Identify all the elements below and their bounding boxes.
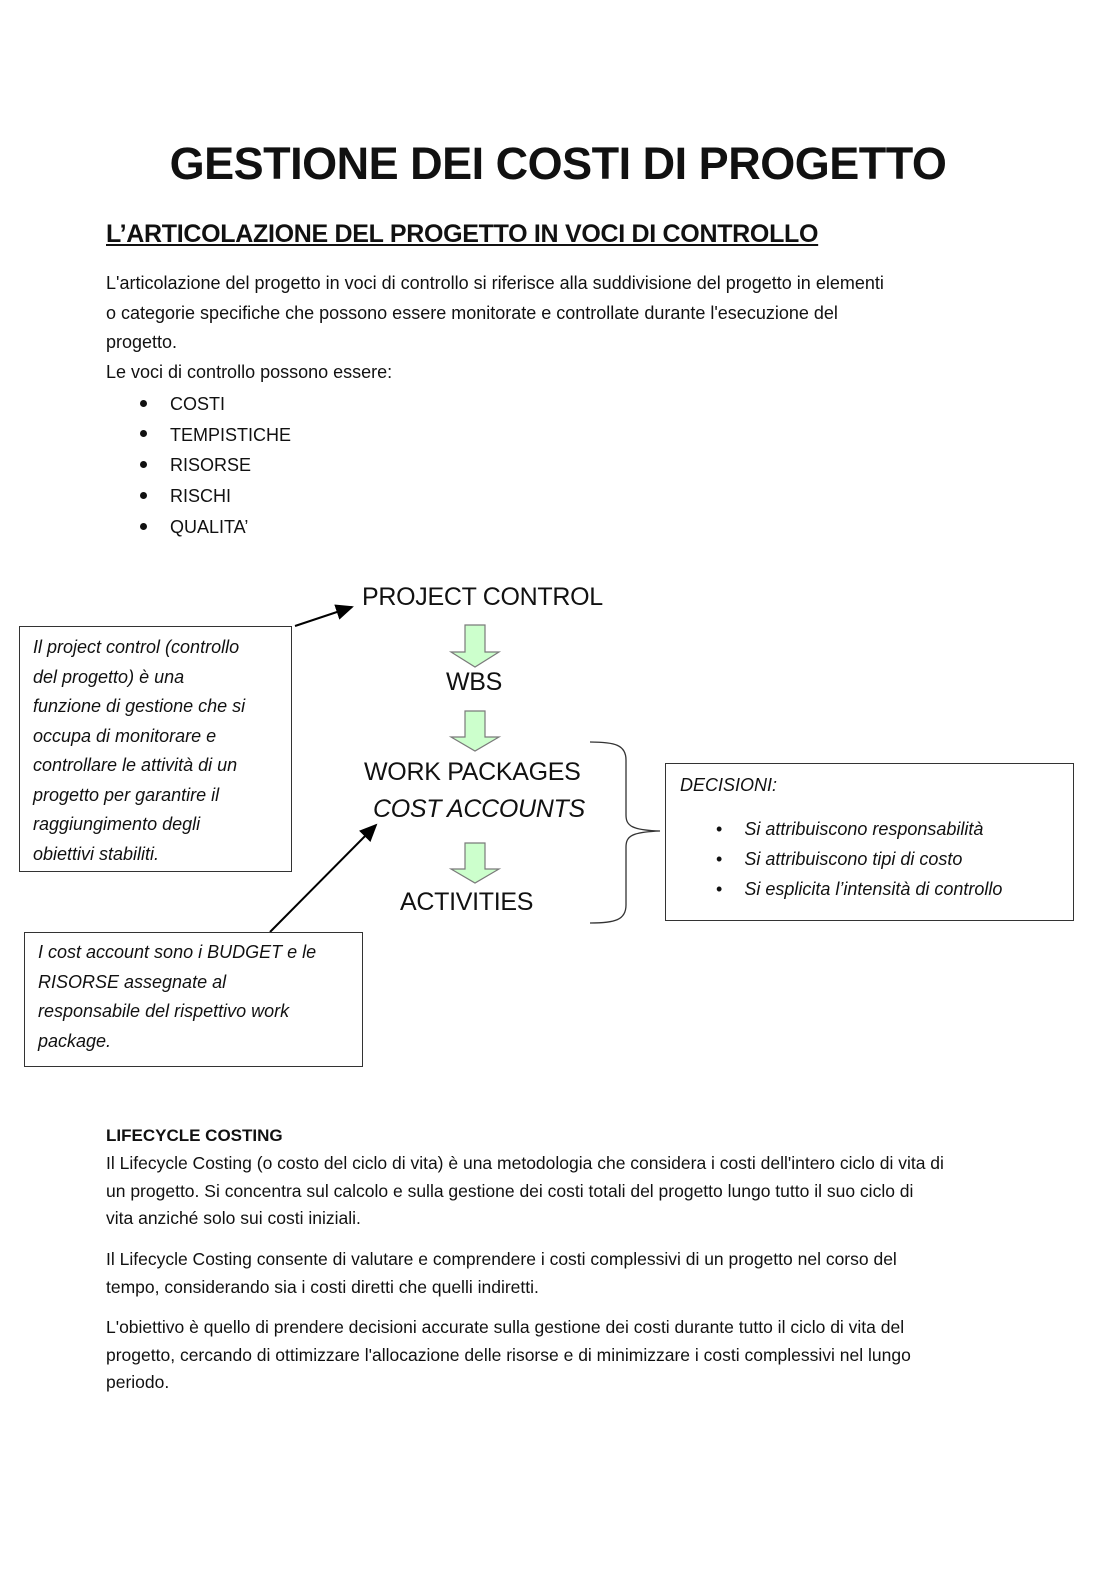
node-project-control: PROJECT CONTROL (362, 583, 603, 611)
down-arrow-icon (451, 843, 499, 883)
text-line: progetto. (106, 332, 178, 352)
text-line: responsabile del rispettivo work (38, 1001, 290, 1021)
text-line: I cost account sono i BUDGET e le (38, 942, 317, 962)
down-arrow-icon (451, 625, 499, 667)
node-cost-accounts: COST ACCOUNTS (373, 795, 585, 823)
list-item-label: RISORSE (170, 455, 252, 476)
list-item-label: Si attribuiscono tipi di costo (744, 849, 963, 869)
text-line: package. (38, 1030, 112, 1051)
text-line: raggiungimento degli (33, 814, 201, 834)
list-item-label: TEMPISTICHE (170, 424, 292, 445)
text-line: del progetto) è una (33, 666, 185, 687)
text-line: occupa di monitorare e (33, 725, 217, 746)
node-work-packages: WORK PACKAGES (364, 758, 581, 786)
text-line: Le voci di controllo possono essere: (106, 361, 393, 382)
node-activities: ACTIVITIES (400, 888, 534, 916)
text-line: un progetto. Si concentra sul calcolo e sulla gestione dei costi totali del progetto lungo tutto il suo ciclo di (106, 1180, 914, 1201)
list-item-label: COSTI (170, 394, 226, 414)
text-line: controllare le attività di un (33, 755, 238, 775)
text-line: progetto, cercando di ottimizzare l'allocazione delle risorse e di minimizzare i costi complessivi nel lungo (106, 1344, 911, 1365)
list-item (680, 874, 1073, 904)
text-line: vita anziché solo sui costi iniziali. (106, 1208, 361, 1228)
bullet-icon: • (716, 879, 723, 899)
paragraph (106, 1314, 911, 1397)
text-line: Il project control (controllo (33, 637, 240, 657)
paragraph (106, 1246, 897, 1301)
text-line: obiettivi stabiliti. (33, 843, 160, 864)
decisions-title: DECISIONI: (680, 775, 778, 795)
node-wbs: WBS (446, 668, 503, 696)
list-item-label: Si attribuiscono responsabilità (744, 819, 984, 839)
decisions-box (665, 763, 1074, 921)
paragraph (106, 1150, 944, 1233)
text-line: periodo. (106, 1372, 170, 1392)
text-line: Il Lifecycle Costing (o costo del ciclo di vita) è una metodologia che considera i costi dell'intero ciclo di vita di (106, 1153, 944, 1173)
cost-account-note-box (24, 932, 363, 1067)
text-line: L'obiettivo è quello di prendere decisioni accurate sulla gestione dei costi durante tutto il ciclo di vita del (106, 1317, 905, 1337)
list-item-label: RISCHI (170, 486, 232, 507)
lifecycle-costing-heading: LIFECYCLE COSTING (106, 1126, 283, 1145)
list-item-label: Si esplicita l’intensità di controllo (744, 879, 1003, 899)
brace-icon (590, 742, 660, 923)
pointer-arrow-project-control (295, 607, 352, 626)
text-line: o categorie specifiche che possono essere monitorate e controllate durante l'esecuzione del (106, 302, 838, 323)
bullet-icon: • (716, 849, 723, 869)
text-line: RISORSE assegnate al (38, 971, 227, 992)
page-title: GESTIONE DEI COSTI DI PROGETTO (169, 138, 947, 189)
text-line: L'articolazione del progetto in voci di controllo si riferisce alla suddivisione del progetto in elementi (106, 273, 884, 293)
list-item (680, 814, 1073, 844)
project-control-note-box (19, 626, 292, 872)
text-line: tempo, considerando sia i costi diretti che quelli indiretti. (106, 1276, 539, 1297)
list-item-label: QUALITA’ (170, 516, 249, 537)
list-item (680, 844, 1073, 874)
text-line: Il Lifecycle Costing consente di valutare e comprendere i costi complessivi di un progetto nel corso del (106, 1249, 897, 1269)
down-arrow-icon (451, 711, 499, 751)
text-line: funzione di gestione che si (33, 696, 246, 716)
section-heading: L’ARTICOLAZIONE DEL PROGETTO IN VOCI DI CONTROLLO (106, 220, 819, 248)
text-line: progetto per garantire il (33, 784, 220, 805)
bullet-icon: • (716, 819, 723, 839)
